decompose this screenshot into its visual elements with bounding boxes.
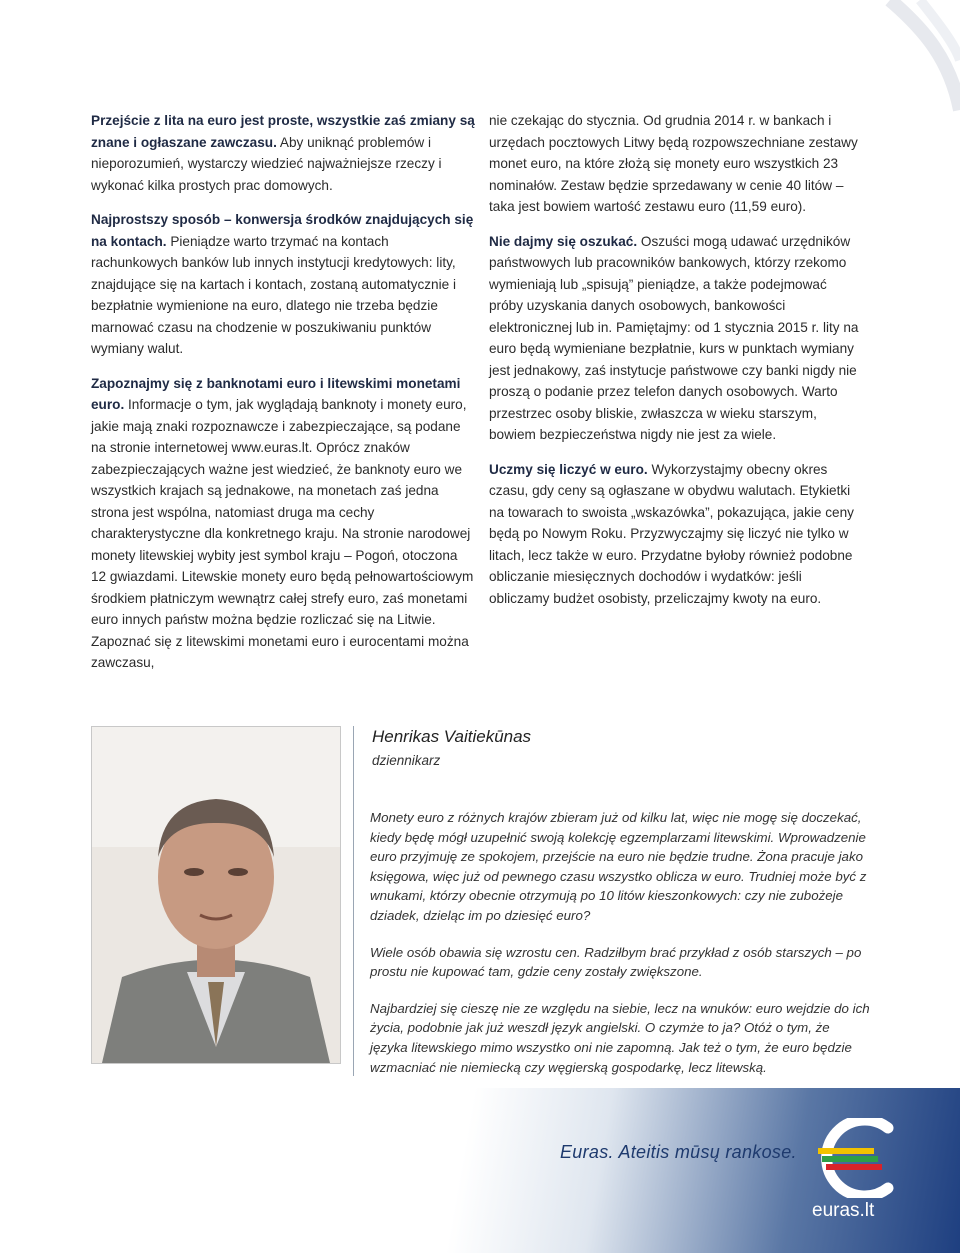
conversion-paragraph: Najprostszy sposób – konwersja środków znajdujących się na kontach. Pieniądze warto trzymać na kontach rachunkowych banków lub innych instytucji kredytowych: lity, znajdujące się na kartach i kontach, zostaną automatycznie i bezpłatnie wymienione na euro, dlatego nie trzeba będzie marnować czasu na chodzenie w poszukiwaniu punktów wymiany walut. [91,212,474,356]
portrait-photo [91,726,341,1064]
slogan: Euras. Ateitis mūsų rankose. [560,1142,797,1162]
intro-paragraph: Przejście z lita na euro jest proste, wszystkie zaś zmiany są znane i ogłaszane zawczasu. Aby uniknąć problemów i nieporozumień, wystarczy wiedzieć najważniejsze rzeczy i wykonać kilka prostych prac domowych. [91,113,475,193]
quote-paragraph: Wiele osób obawia się wzrostu cen. Radziłbym brać przykład z osób starszych – po prostu nie kupować tam, gdzie ceny zostały zwiększone. [370,944,862,980]
continuation-paragraph: nie czekając do stycznia. Od grudnia 2014 r. w bankach i urzędach pocztowych Litwy będą rozpowszechniane zestawy monet euro, na które złożą się monety euro wszystkich 23 nominałów. Zestaw będzie sprzedawany w cenie 40 litów – taka jest bowiem wartość zestawu euro (11,59 euro). [489,113,858,214]
left-article-column [91,110,476,687]
divider-line [353,726,354,1076]
quote-block [370,808,870,1094]
quote-paragraph: Monety euro z różnych krajów zbieram już od kilku lat, więc nie mogę się doczekać, kiedy będę mógł uzupełnić swoją kolekcję egzemplarzami litewskimi. Wprowadzenie euro przyjmuję ze spokojem, przejście na euro nie będzie trudne. Żona pracuje jako księgowa, więc już od pewnego czasu wszystko oblicza w euro. Trudniej może być z wnukami, którzy obecnie otrzymują po 10 litów kieszonkowych: czy nie zubożeje dziadek, dzieląc im po dziesięć euro? [370,810,867,923]
counting-heading: Uczmy się liczyć w euro. [489,461,648,477]
fraud-paragraph: Nie dajmy się oszukać. Oszuści mogą udawać urzędników państwowych lub pracowników bankowych, którzy rzekomo wymieniają lub „spisują” pieniądze, a także podejmować próby uzyskania danych osobowych, bankowości elektronicznej lub in. Pamiętajmy: od 1 stycznia 2015 r. lity na euro będą wymieniane bezpłatnie, kurs w punktach wymiany jest jednakowy, zaś instytucje państwowe czy banki nigdy nie proszą o podanie przez telefon danych osobowych. Warto przestrzec osoby bliskie, zwłaszcza w wieku starszym, bowiem bezpieczeństwa nigdy nie jest za wiele. [489,233,859,442]
quote-paragraph: Najbardziej się cieszę nie ze względu na siebie, lecz na wnuków: euro wejdzie do ich życia, podobnie jak już weszdł język angielski. O czymże to ja? Otóż o tym, że języka litewskiego mimo wszystko oni nie zapomną. Jak też o tym, że euro będzie wzmacniać nie niemiecką czy węgierską gospodarkę, lecz litewską. [370,1000,870,1075]
fraud-heading: Nie dajmy się oszukać. [489,233,638,249]
banknotes-heading: Zapoznajmy się z banknotami euro i litewskimi monetami euro. [91,375,461,412]
person-role: dziennikarz [372,753,441,768]
conversion-heading: Najprostszy sposób – konwersja środków znajdujących się na kontach. [91,212,474,249]
banknotes-paragraph: Zapoznajmy się z banknotami euro i litewskimi monetami euro. Informacje o tym, jak wyglądają banknoty i monety euro, jakie mają znaki rozpoznawcze i zabezpieczające, są podane na stronie internetowej www.euras.lt. Oprócz znaków zabezpieczających ważne jest wiedzieć, że banknoty euro we wszystkich krajach są jednakowe, na monetach zaś jedna strona jest wspólna, natomiast druga ma cechy charakterystyczne dla konkretnego kraju. Na stronie narodowej monety litewskiej wybity jest symbol kraju – Pogoń, otoczona 12 gwiazdami. Litewskie monety euro będą pełnowartościowym środkiem płatniczym wewnątrz całej strefy euro, zaś monetami euro innych państw można będzie rozliczać się na Litwie. Zapoznać się z litewskimi monetami euro i eurocentami można zawczasu, [91,375,474,670]
counting-paragraph: Uczmy się liczyć w euro. Wykorzystajmy obecny okres czasu, gdy ceny są ogłaszane w obydwu walutach. Etykietki na towarach to swoista „wskazówka”, pokazująca, jakie ceny będą po Nowym Roku. Przyzwyczajmy się liczyć nie tylko w litach, lecz także w euro. Przydatne byłoby również podobne obliczanie miesięcznych dochodów i wydatków: jeśli obliczamy budżet osobisty, przeliczajmy kwoty na euro. [489,461,854,606]
euro-logo-icon [810,1118,902,1198]
person-name: Henrikas Vaitiekūnas [372,727,532,746]
website-label: euras.lt [812,1200,875,1221]
corner-decoration [870,0,960,140]
right-article-column [489,110,861,622]
